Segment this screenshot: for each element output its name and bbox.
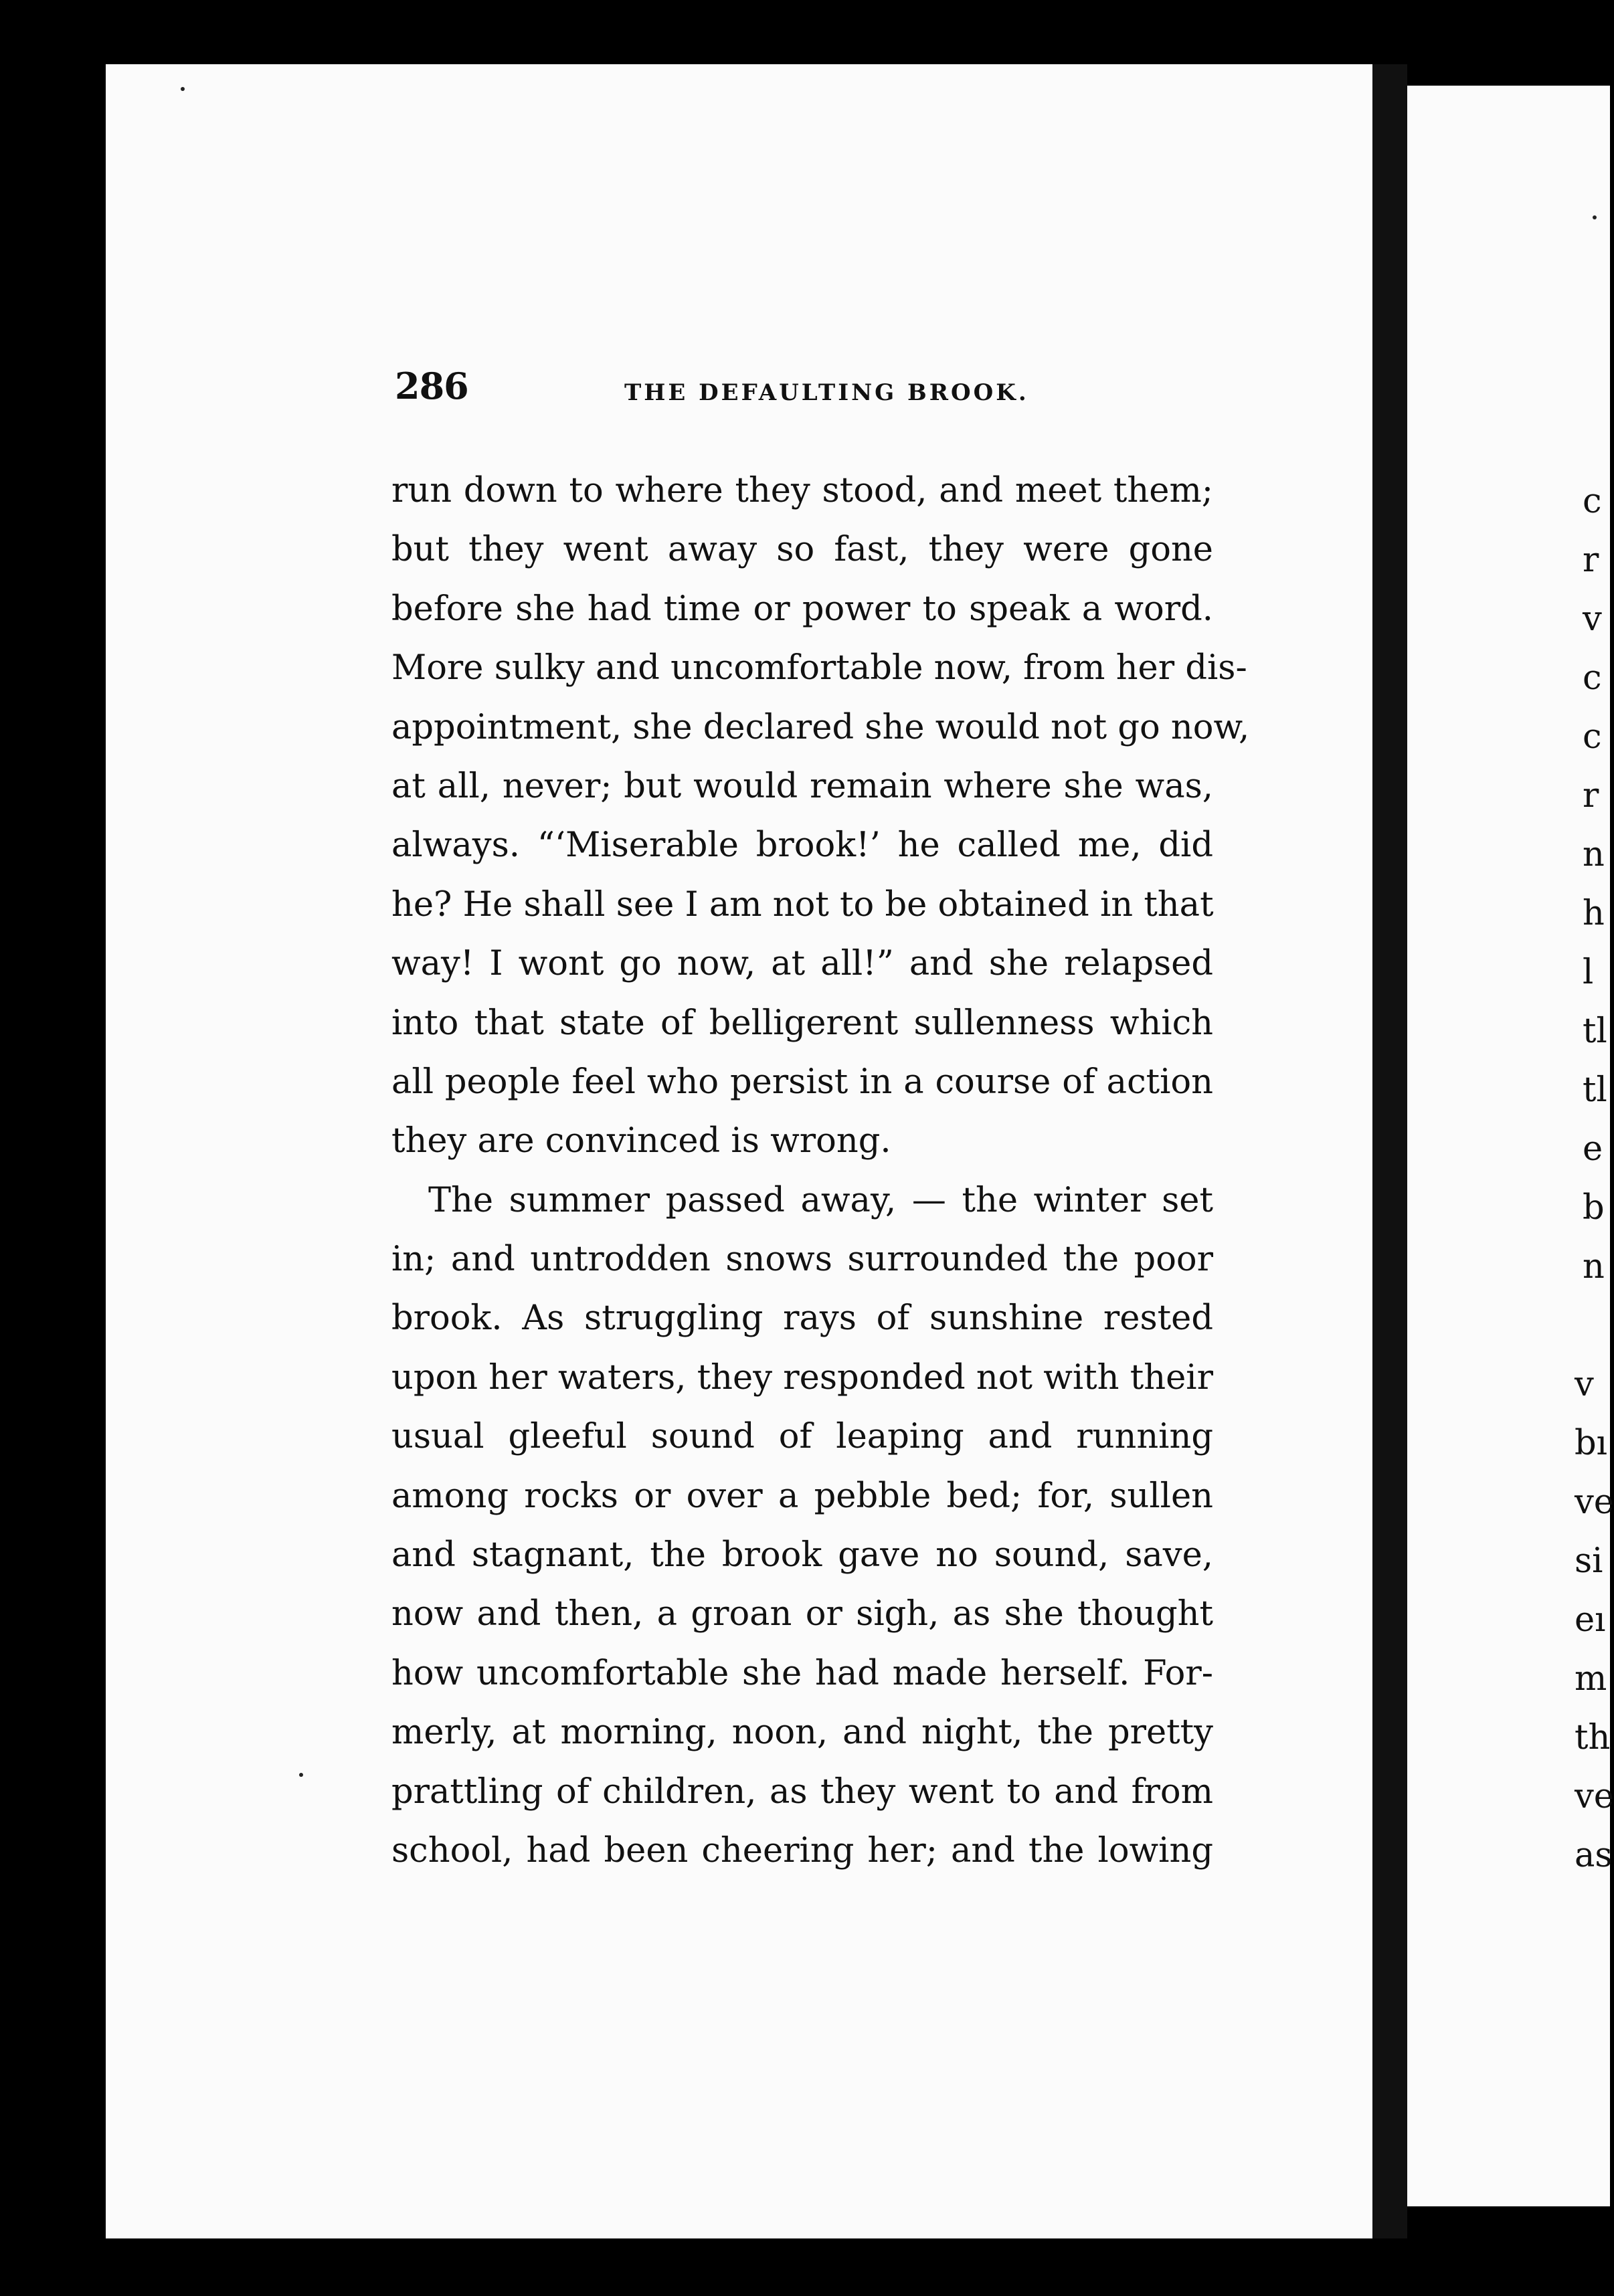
scan-speck: [1593, 215, 1597, 219]
next-page-fragment: ve: [1575, 1777, 1614, 1816]
text-line: in; and untrodden snows surrounded the poor: [391, 1240, 1213, 1280]
next-page-fragment: v: [1575, 1365, 1594, 1404]
scan-speck: [181, 87, 185, 91]
text-line: before she had time or power to speak a word.: [391, 589, 1213, 629]
text-line: appointment, she declared she would not go now,: [391, 707, 1250, 747]
text-line: The summer passed away, — the winter set: [428, 1180, 1213, 1220]
body-text: [391, 462, 1250, 1881]
next-page-fragment: tl: [1583, 1012, 1607, 1051]
text-line: school, had been cheering her; and the lowing: [391, 1830, 1213, 1871]
next-page-fragment: l: [1583, 953, 1594, 992]
next-page-fragment: n: [1583, 835, 1605, 874]
next-page-fragment: h: [1583, 894, 1605, 933]
next-page-fragment: v: [1583, 599, 1602, 639]
next-page-fragment: b: [1583, 1188, 1605, 1228]
text-line: always. “‘Miserable brook!’ he called me, did: [391, 826, 1213, 866]
text-line: brook. As struggling rays of sunshine rested: [391, 1299, 1213, 1339]
next-page-fragment: c: [1583, 482, 1602, 521]
next-page-fragment: m: [1575, 1659, 1607, 1699]
next-page-fragment: r: [1583, 776, 1599, 816]
running-head: THE DEFAULTING BROOK.: [624, 379, 1029, 406]
next-page-fragment: ve: [1575, 1482, 1614, 1522]
text-line: More sulky and uncomfortable now, from her dis-: [391, 648, 1247, 688]
text-line: all people feel who persist in a course of action: [391, 1062, 1213, 1102]
text-line: how uncomfortable she had made herself. For-: [391, 1653, 1213, 1693]
text-line: at all, never; but would remain where she was,: [391, 766, 1213, 806]
next-page-fragment: eı: [1575, 1600, 1606, 1640]
next-page-fragment: e: [1583, 1129, 1603, 1169]
next-page-fragment: tl: [1583, 1070, 1607, 1110]
next-page-fragment: th: [1575, 1718, 1611, 1757]
text-line: but they went away so fast, they were gone: [391, 530, 1213, 570]
next-page-fragment: n: [1583, 1247, 1605, 1286]
text-line: usual gleeful sound of leaping and running: [391, 1417, 1213, 1457]
next-page-fragment: bı: [1575, 1424, 1607, 1463]
text-line: he? He shall see I am not to be obtained in that: [391, 884, 1214, 925]
next-page-fragment: r: [1583, 541, 1599, 580]
text-line: prattling of children, as they went to and from: [391, 1772, 1213, 1812]
text-line: and stagnant, the brook gave no sound, save,: [391, 1535, 1213, 1575]
next-page-fragment: si: [1575, 1541, 1603, 1581]
next-page-edge: [1407, 86, 1610, 2206]
text-line: they are convinced is wrong.: [391, 1121, 891, 1161]
text-line: among rocks or over a pebble bed; for, sullen: [391, 1476, 1213, 1516]
next-page-fragment: c: [1583, 658, 1602, 698]
page-number: 286: [395, 365, 468, 407]
page-gutter: [1372, 64, 1407, 2238]
scan-speck: [299, 1773, 303, 1777]
text-line: way! I wont go now, at all!” and she relapsed: [391, 944, 1213, 984]
next-page-fragment: as: [1575, 1836, 1613, 1875]
text-line: upon her waters, they responded not with their: [391, 1357, 1213, 1398]
next-page-fragment: c: [1583, 717, 1602, 757]
text-line: into that state of belligerent sullenness which: [391, 1003, 1213, 1043]
text-line: merly, at morning, noon, and night, the pretty: [391, 1713, 1213, 1753]
text-line: run down to where they stood, and meet them;: [391, 471, 1213, 510]
text-line: now and then, a groan or sigh, as she thought: [391, 1594, 1213, 1634]
